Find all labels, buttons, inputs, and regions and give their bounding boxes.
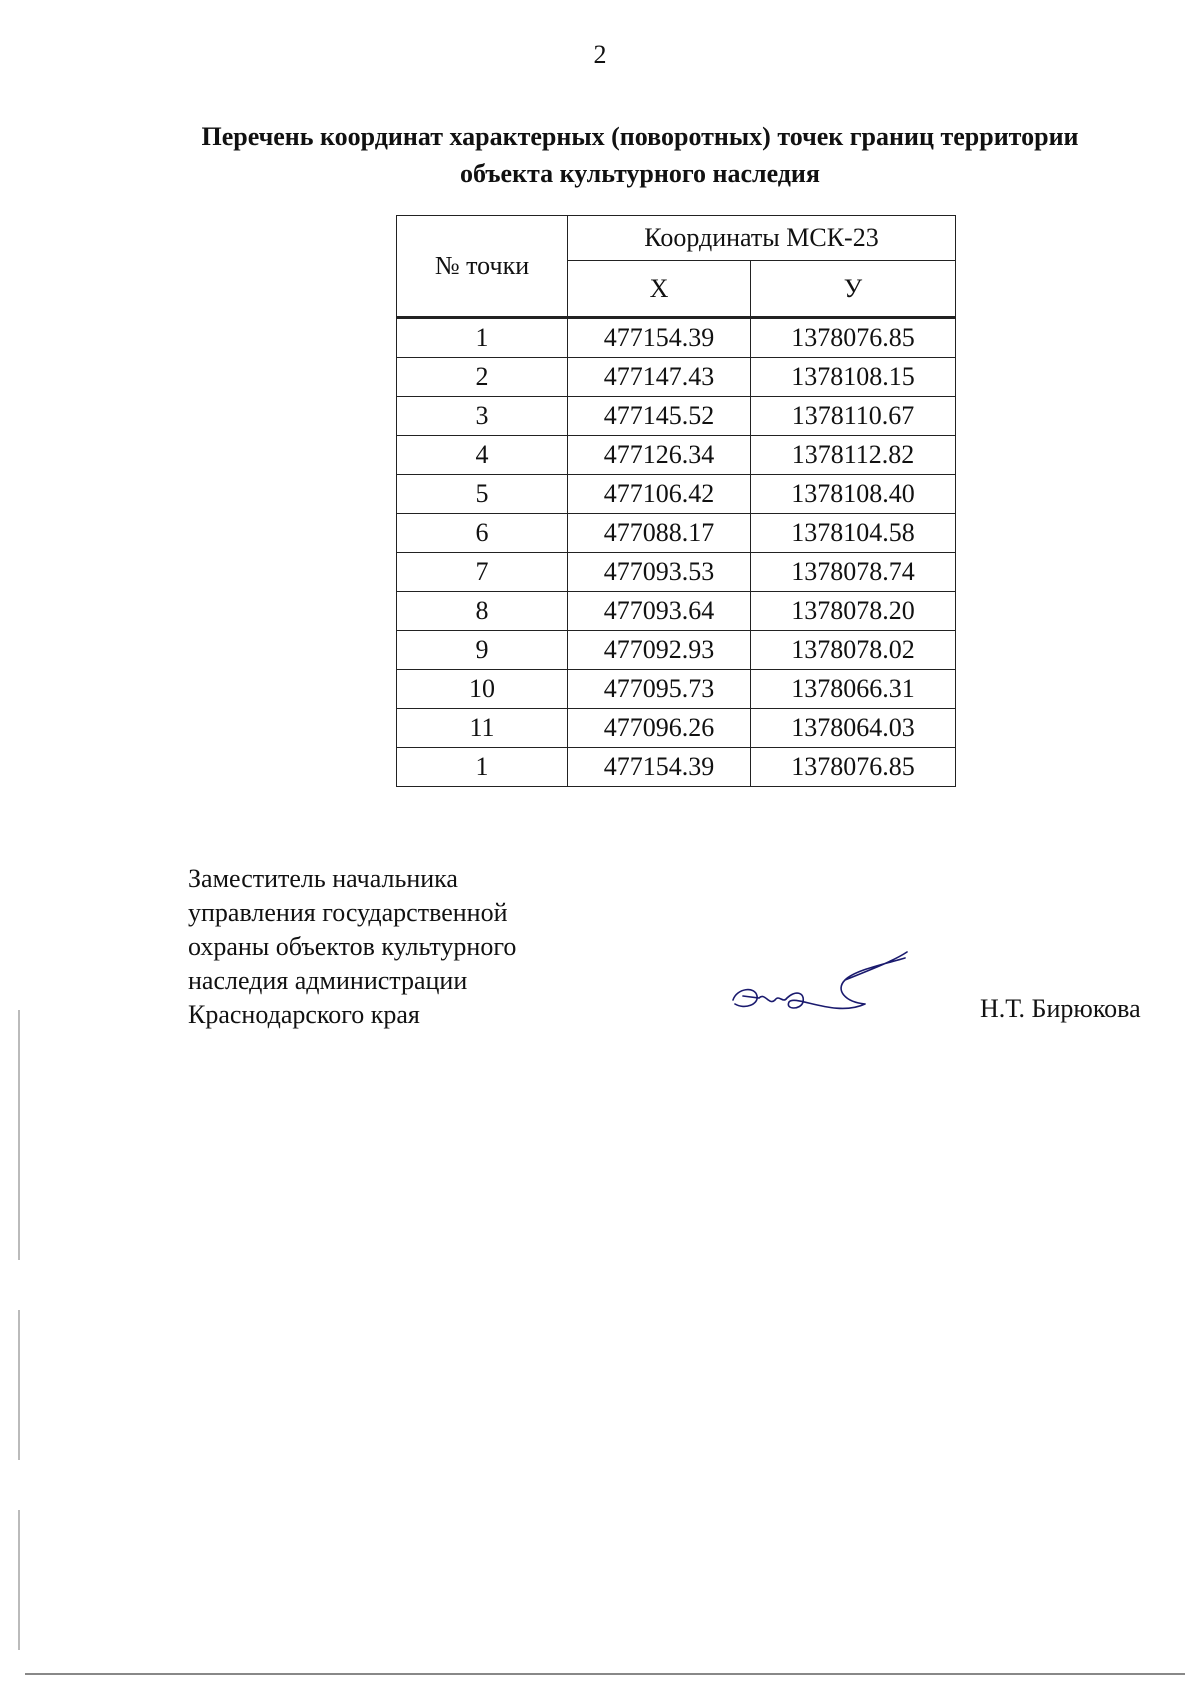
- table-row: [397, 748, 956, 787]
- point-number-cell: 2: [397, 358, 568, 397]
- page-number: 2: [593, 40, 607, 69]
- x-coordinate-cell: 477093.64: [568, 592, 751, 631]
- point-number-cell: 9: [397, 631, 568, 670]
- header-x: X: [568, 261, 751, 318]
- position-line: управления государственной: [188, 898, 508, 927]
- table-row: [397, 397, 956, 436]
- header-coordinates: Координаты МСК-23: [568, 216, 956, 261]
- scan-margin-mark: [18, 1010, 20, 1260]
- table-body: [397, 318, 956, 787]
- y-coordinate-cell: 1378078.20: [751, 592, 956, 631]
- document-title-line-1: Перечень координат характерных (поворотных) точек границ территории: [201, 122, 1079, 151]
- x-coordinate-cell: 477126.34: [568, 436, 751, 475]
- point-number-cell: 10: [397, 670, 568, 709]
- scan-margin-mark: [18, 1310, 20, 1460]
- point-number-cell: 6: [397, 514, 568, 553]
- point-number-cell: 1: [397, 318, 568, 358]
- x-coordinate-cell: 477145.52: [568, 397, 751, 436]
- table-row: [397, 631, 956, 670]
- position-line: Заместитель начальника: [188, 864, 458, 893]
- y-coordinate-cell: 1378076.85: [751, 748, 956, 787]
- y-coordinate-cell: 1378078.74: [751, 553, 956, 592]
- page-bottom-rule: [25, 1673, 1185, 1675]
- x-coordinate-cell: 477093.53: [568, 553, 751, 592]
- x-coordinate-cell: 477095.73: [568, 670, 751, 709]
- document-title-line-2: объекта культурного наследия: [460, 159, 820, 188]
- y-coordinate-cell: 1378112.82: [751, 436, 956, 475]
- header-y: У: [751, 261, 956, 318]
- coordinates-table: [396, 215, 956, 787]
- point-number-cell: 11: [397, 709, 568, 748]
- position-line: наследия администрации: [188, 966, 468, 995]
- x-coordinate-cell: 477147.43: [568, 358, 751, 397]
- position-line: охраны объектов культурного: [188, 932, 517, 961]
- table-row: [397, 318, 956, 358]
- y-coordinate-cell: 1378108.15: [751, 358, 956, 397]
- table-row: [397, 514, 956, 553]
- point-number-cell: 1: [397, 748, 568, 787]
- point-number-cell: 5: [397, 475, 568, 514]
- table-row: [397, 592, 956, 631]
- y-coordinate-cell: 1378066.31: [751, 670, 956, 709]
- point-number-cell: 7: [397, 553, 568, 592]
- point-number-cell: 8: [397, 592, 568, 631]
- signatory-name: Н.Т. Бирюкова: [980, 994, 1141, 1023]
- x-coordinate-cell: 477154.39: [568, 318, 751, 358]
- document-title: [180, 118, 1100, 192]
- x-coordinate-cell: 477096.26: [568, 709, 751, 748]
- header-point-number: № точки: [397, 216, 568, 318]
- y-coordinate-cell: 1378076.85: [751, 318, 956, 358]
- table-row: [397, 709, 956, 748]
- y-coordinate-cell: 1378064.03: [751, 709, 956, 748]
- table-row: [397, 436, 956, 475]
- position-line: Краснодарского края: [188, 1000, 420, 1029]
- point-number-cell: 4: [397, 436, 568, 475]
- point-number-cell: 3: [397, 397, 568, 436]
- y-coordinate-cell: 1378108.40: [751, 475, 956, 514]
- signatory-position: [188, 862, 516, 1032]
- y-coordinate-cell: 1378110.67: [751, 397, 956, 436]
- scan-margin-mark: [18, 1510, 20, 1650]
- handwritten-signature-icon: [725, 940, 915, 1030]
- x-coordinate-cell: 477092.93: [568, 631, 751, 670]
- table-row: [397, 475, 956, 514]
- x-coordinate-cell: 477154.39: [568, 748, 751, 787]
- x-coordinate-cell: 477106.42: [568, 475, 751, 514]
- x-coordinate-cell: 477088.17: [568, 514, 751, 553]
- y-coordinate-cell: 1378078.02: [751, 631, 956, 670]
- table-row: [397, 670, 956, 709]
- y-coordinate-cell: 1378104.58: [751, 514, 956, 553]
- table-row: [397, 358, 956, 397]
- table-row: [397, 553, 956, 592]
